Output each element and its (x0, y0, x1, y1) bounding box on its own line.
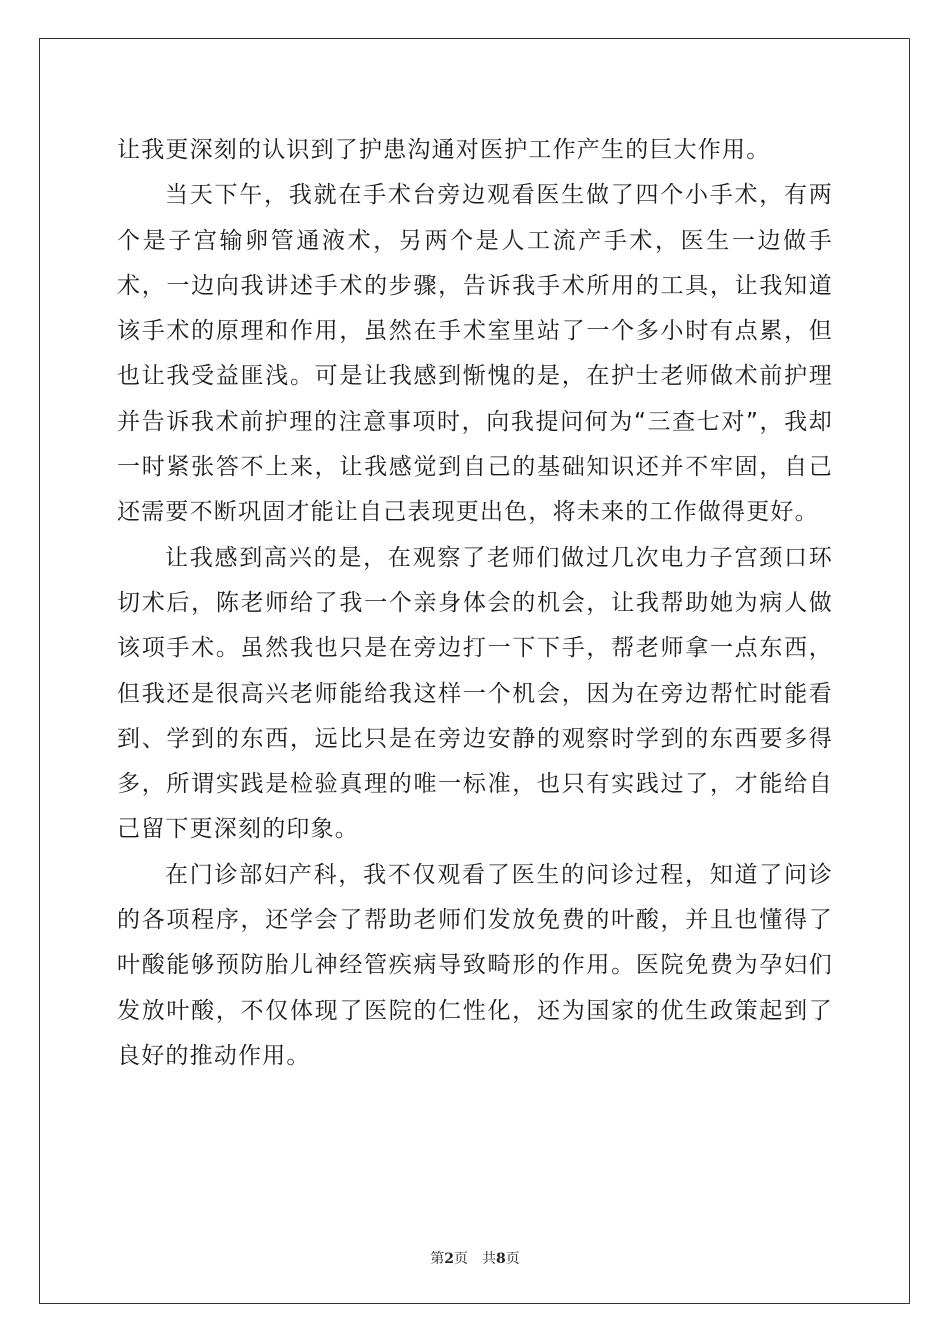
document-body (117, 128, 833, 1079)
page-number: 2 (444, 1251, 454, 1267)
paragraph-1: 让我更深刻的认识到了护患沟通对医护工作产生的巨大作用。 (117, 137, 771, 163)
paragraph-3: 让我感到高兴的是，在观察了老师们做过几次电力子宫颈口环切术后，陈老师给了我一个亲身体会的机会，让我帮助她为病人做该项手术。虽然我也只是在旁边打一下下手，帮老师拿一点东西，但我还是很高兴老师能给我这样一个机会，因为在旁边帮忙时能看到、学到的东西，远比只是在旁边安静的观察时学到的东西要多得多，所谓实践是检验真理的唯一标准，也只有实践过了，才能给自己留下更深刻的印象。 (117, 544, 833, 843)
total-pages: 8 (496, 1251, 506, 1267)
total-suffix: 页 (505, 1251, 520, 1267)
page-prefix: 第 (430, 1251, 445, 1267)
paragraph-2: 当天下午，我就在手术台旁边观看医生做了四个小手术，有两个是子宫输卵管通液术，另两个是人工流产手术，医生一边做手术，一边向我讲述手术的步骤，告诉我手术所用的工具，让我知道该手术的原理和作用，虽然在手术室里站了一个多小时有点累，但也让我受益匪浅。可是让我感到惭愧的是，在护士老师做术前护理并告诉我术前护理的注意事项时，向我提问何为“三查七对”，我却一时紧张答不上来，让我感觉到自己的基础知识还并不牢固，自己还需要不断巩固才能让自己表现更出色，将未来的工作做得更好。 (117, 182, 833, 526)
paragraph-4: 在门诊部妇产科，我不仅观看了医生的问诊过程，知道了问诊的各项程序，还学会了帮助老师们发放免费的叶酸，并且也懂得了叶酸能够预防胎儿神经管疾病导致畸形的作用。医院免费为孕妇们发放叶酸，不仅体现了医院的仁性化，还为国家的优生政策起到了良好的推动作用。 (117, 861, 833, 1069)
page-footer (0, 1248, 950, 1268)
page-suffix: 页 (454, 1251, 468, 1267)
total-prefix: 共 (482, 1251, 496, 1267)
